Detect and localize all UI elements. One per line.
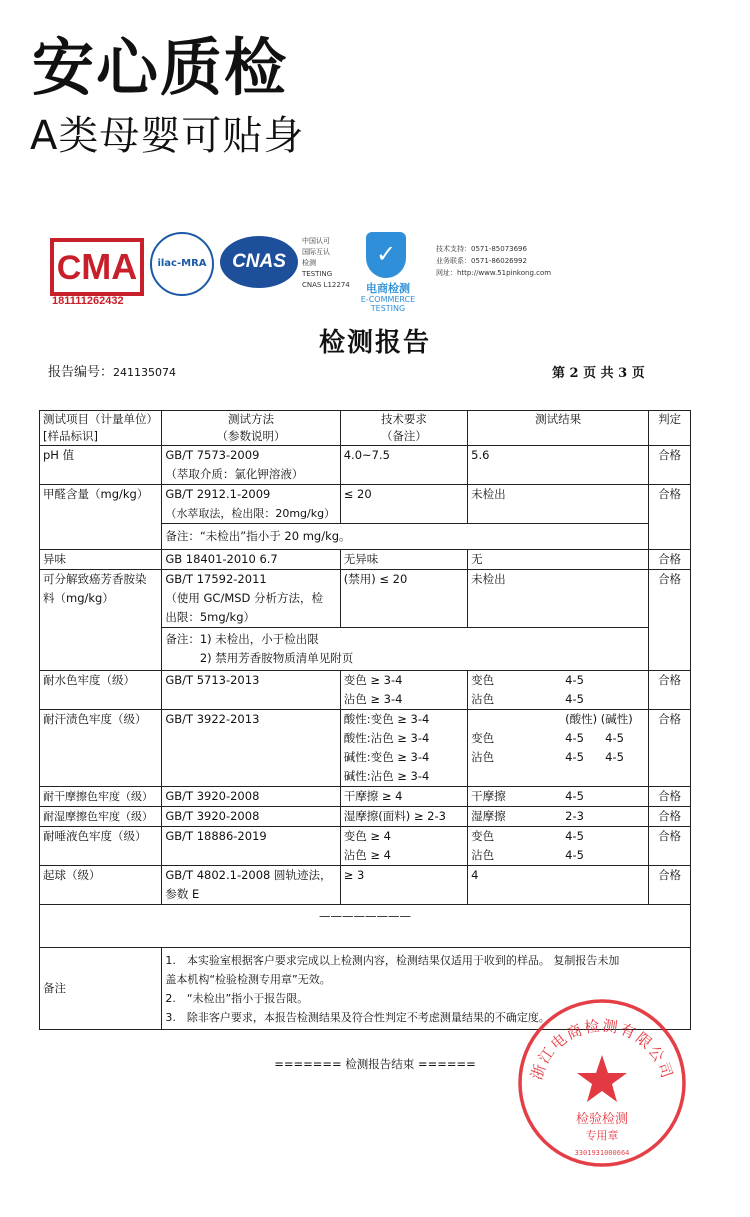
ilac-mra-logo: ilac-MRA	[150, 232, 214, 296]
result-value: 4-5	[565, 789, 584, 803]
result-label: 干摩擦	[471, 789, 506, 803]
table-row	[40, 671, 691, 710]
row-item: 耐汗渍色牢度（级）	[40, 710, 162, 787]
table-row	[40, 446, 691, 485]
result-value: 4-5	[565, 750, 584, 764]
report-number	[48, 361, 176, 380]
separator: ————————	[40, 905, 691, 948]
req-line: 沾色 ≥ 3-4	[343, 692, 403, 706]
row-result	[468, 671, 649, 710]
cma-logo: CMA	[50, 238, 144, 296]
item-line: 可分解致癌芳香胺染	[43, 572, 147, 586]
row-verdict: 合格	[649, 710, 691, 787]
table-row	[40, 787, 691, 807]
row-method: GB/T 3920-2008	[162, 807, 340, 827]
row-result	[468, 827, 649, 866]
row-verdict: 合格	[649, 671, 691, 710]
result-value: 4-5	[565, 848, 584, 862]
ecommerce-en: E-COMMERCE TESTING	[360, 295, 416, 313]
report-table	[39, 410, 691, 1030]
report-title: 检测报告	[318, 328, 431, 358]
seal-star-icon	[577, 1055, 627, 1102]
row-result: 未检出	[468, 485, 649, 524]
row-method	[162, 446, 340, 485]
report-end: ======= 检测报告结束 ======	[274, 1057, 476, 1071]
seal-label-2: 专用章	[585, 1129, 619, 1142]
contact-info	[436, 243, 551, 279]
table-row	[40, 570, 691, 628]
cnas-caption-line: 检测	[302, 259, 316, 267]
row-requirement	[340, 827, 467, 866]
row-method: GB/T 3922-2013	[162, 710, 340, 787]
cma-logo-text: MA	[81, 246, 138, 287]
result-value: 4-5	[565, 673, 584, 687]
remark-line: 3. 除非客户要求，本报告检测结果及符合性判定不考虑测量结果的不确定度。	[165, 1011, 550, 1024]
seal-company-text: 浙江电商检测有限公司	[527, 1016, 677, 1083]
result-label: 沾色	[471, 750, 495, 764]
contact-label: 网址：	[436, 269, 457, 277]
official-seal	[516, 997, 688, 1169]
remark-line: 1. 本实验室根据客户要求完成以上检测内容，检测结果仅适用于收到的样品。 复制报告未加	[165, 954, 620, 967]
remarks-label: 备注	[40, 948, 162, 1030]
method-line: 出限：5mg/kg）	[165, 610, 255, 624]
result-label: 变色	[471, 731, 495, 745]
row-requirement: 无异味	[340, 550, 467, 570]
header-method-line: （参数说明）	[216, 429, 286, 443]
header-method	[162, 411, 340, 446]
result-value: 4-5	[605, 750, 624, 764]
row-requirement	[340, 710, 467, 787]
row-note: 备注：“未检出”指小于 20 mg/kg。	[162, 524, 649, 550]
contact-label: 业务联系：	[436, 257, 471, 265]
row-verdict: 合格	[649, 827, 691, 866]
method-line: GB/T 7573-2009	[165, 448, 260, 462]
row-requirement: ≤ 20	[340, 485, 467, 524]
row-verdict: 合格	[649, 807, 691, 827]
method-line: （使用 GC/MSD 分析方法，检	[165, 591, 324, 605]
row-verdict: 合格	[649, 570, 691, 671]
contact-value: 0571-85073696	[471, 245, 527, 253]
row-method: GB/T 18886-2019	[162, 827, 340, 866]
row-requirement: 4.0~7.5	[340, 446, 467, 485]
req-line: 变色 ≥ 4	[343, 829, 391, 843]
row-verdict: 合格	[649, 866, 691, 905]
cnas-logo: CNAS	[220, 236, 298, 288]
row-item: 耐唾液色牢度（级）	[40, 827, 162, 866]
header-method-line: 测试方法	[228, 412, 275, 426]
header-requirement	[340, 411, 467, 446]
result-value: 4-5	[565, 692, 584, 706]
seal-label: 检验检测	[575, 1112, 629, 1127]
row-result: 4	[468, 866, 649, 905]
ecommerce-cn: 电商检测	[366, 282, 410, 295]
row-result	[468, 807, 649, 827]
row-requirement: 干摩擦 ≥ 4	[340, 787, 467, 807]
req-line: 碱性:变色 ≥ 3-4	[343, 750, 430, 764]
method-line: GB/T 4802.1-2008 圆轨迹法，	[165, 868, 332, 882]
row-item: 耐干摩擦色牢度（级）	[40, 787, 162, 807]
contact-label: 技术支持：	[436, 245, 471, 253]
header-item	[40, 411, 162, 446]
contact-value: 0571-86026992	[471, 257, 527, 265]
remark-line: 2. “未检出”指小于报告限。	[165, 992, 309, 1005]
row-requirement	[340, 671, 467, 710]
header-req-line: （备注）	[380, 429, 427, 443]
result-label: 沾色	[471, 692, 495, 706]
row-requirement: ≥ 3	[340, 866, 467, 905]
method-line: GB/T 17592-2011	[165, 572, 267, 586]
table-row	[40, 807, 691, 827]
result-value: 4-5	[565, 731, 584, 745]
row-item: 起球（级）	[40, 866, 162, 905]
cnas-caption-line: TESTING	[302, 270, 333, 278]
page-info: 第 2 页 共 3 页	[552, 366, 645, 381]
table-header-row	[40, 411, 691, 446]
item-line: 料（mg/kg）	[43, 591, 114, 605]
header-req-line: 技术要求	[380, 412, 427, 426]
row-item: pH 值	[40, 446, 162, 485]
result-label: 沾色	[471, 848, 495, 862]
row-requirement: 湿摩擦(面料) ≥ 2-3	[340, 807, 467, 827]
cnas-caption-line: CNAS L12274	[302, 281, 350, 289]
table-row	[40, 827, 691, 866]
hero-title: 安心质检	[32, 31, 289, 104]
table-row	[40, 710, 691, 787]
seal-code: 3301931000664	[574, 1149, 630, 1157]
hero-subtitle: A类母婴可贴身	[30, 113, 305, 159]
method-line: 参数 E	[165, 887, 200, 901]
req-line: 酸性:沾色 ≥ 3-4	[343, 731, 430, 745]
result-value: 4-5	[605, 731, 624, 745]
remark-line: 盖本机构“检验检测专用章”无效。	[165, 973, 331, 986]
report-number-label: 报告编号：	[48, 365, 114, 380]
cma-number: 181111262432	[52, 295, 124, 307]
result-label: 湿摩擦	[471, 809, 506, 823]
row-requirement: (禁用) ≤ 20	[340, 570, 467, 628]
row-method	[162, 485, 340, 524]
req-line: 碱性:沾色 ≥ 3-4	[343, 769, 430, 783]
row-method	[162, 570, 340, 628]
table-row	[40, 550, 691, 570]
cnas-caption-line: 中国认可	[302, 237, 330, 245]
row-method: GB 18401-2010 6.7	[162, 550, 340, 570]
row-item: 甲醛含量（mg/kg）	[40, 485, 162, 550]
method-line: （水萃取法，检出限：20mg/kg）	[165, 507, 336, 520]
row-item: 异味	[40, 550, 162, 570]
check-shield-icon: ✓	[366, 232, 406, 278]
separator-row	[40, 905, 691, 948]
contact-value: http://www.51pinkong.com	[457, 269, 552, 277]
row-item: 耐水色牢度（级）	[40, 671, 162, 710]
cnas-caption-line: 国际互认	[302, 248, 330, 256]
row-verdict: 合格	[649, 485, 691, 550]
row-method: GB/T 5713-2013	[162, 671, 340, 710]
note-line: 备注：1) 未检出，小于检出限	[165, 632, 319, 646]
row-result: 无	[468, 550, 649, 570]
result-header: (酸性) (碱性)	[565, 712, 633, 726]
row-result: 未检出	[468, 570, 649, 628]
report-number-value: 241135074	[113, 366, 177, 379]
ecommerce-testing-caption	[348, 282, 428, 313]
row-method: GB/T 3920-2008	[162, 787, 340, 807]
req-line: 酸性:变色 ≥ 3-4	[343, 712, 430, 726]
row-item: 耐湿摩擦色牢度（级）	[40, 807, 162, 827]
result-label: 变色	[471, 673, 495, 687]
result-value: 2-3	[565, 809, 584, 823]
row-note	[162, 628, 649, 671]
table-row	[40, 485, 691, 524]
table-row	[40, 866, 691, 905]
req-line: 变色 ≥ 3-4	[343, 673, 403, 687]
result-label: 变色	[471, 829, 495, 843]
method-line: GB/T 2912.1-2009	[165, 487, 271, 501]
header-verdict: 判定	[649, 411, 691, 446]
method-line: （萃取介质：氯化钾溶液）	[165, 467, 304, 481]
header-item-line: [样品标识]	[43, 429, 98, 443]
row-verdict: 合格	[649, 550, 691, 570]
req-line: 沾色 ≥ 4	[343, 848, 391, 862]
note-line: 2) 禁用芳香胺物质清单见附页	[165, 651, 354, 665]
row-verdict: 合格	[649, 787, 691, 807]
result-value: 4-5	[565, 829, 584, 843]
row-item	[40, 570, 162, 671]
header-item-line: 测试项目（计量单位）	[43, 412, 158, 426]
header-result: 测试结果	[468, 411, 649, 446]
row-method	[162, 866, 340, 905]
row-result: 5.6	[468, 446, 649, 485]
row-result	[468, 710, 649, 787]
row-verdict: 合格	[649, 446, 691, 485]
row-result	[468, 787, 649, 807]
